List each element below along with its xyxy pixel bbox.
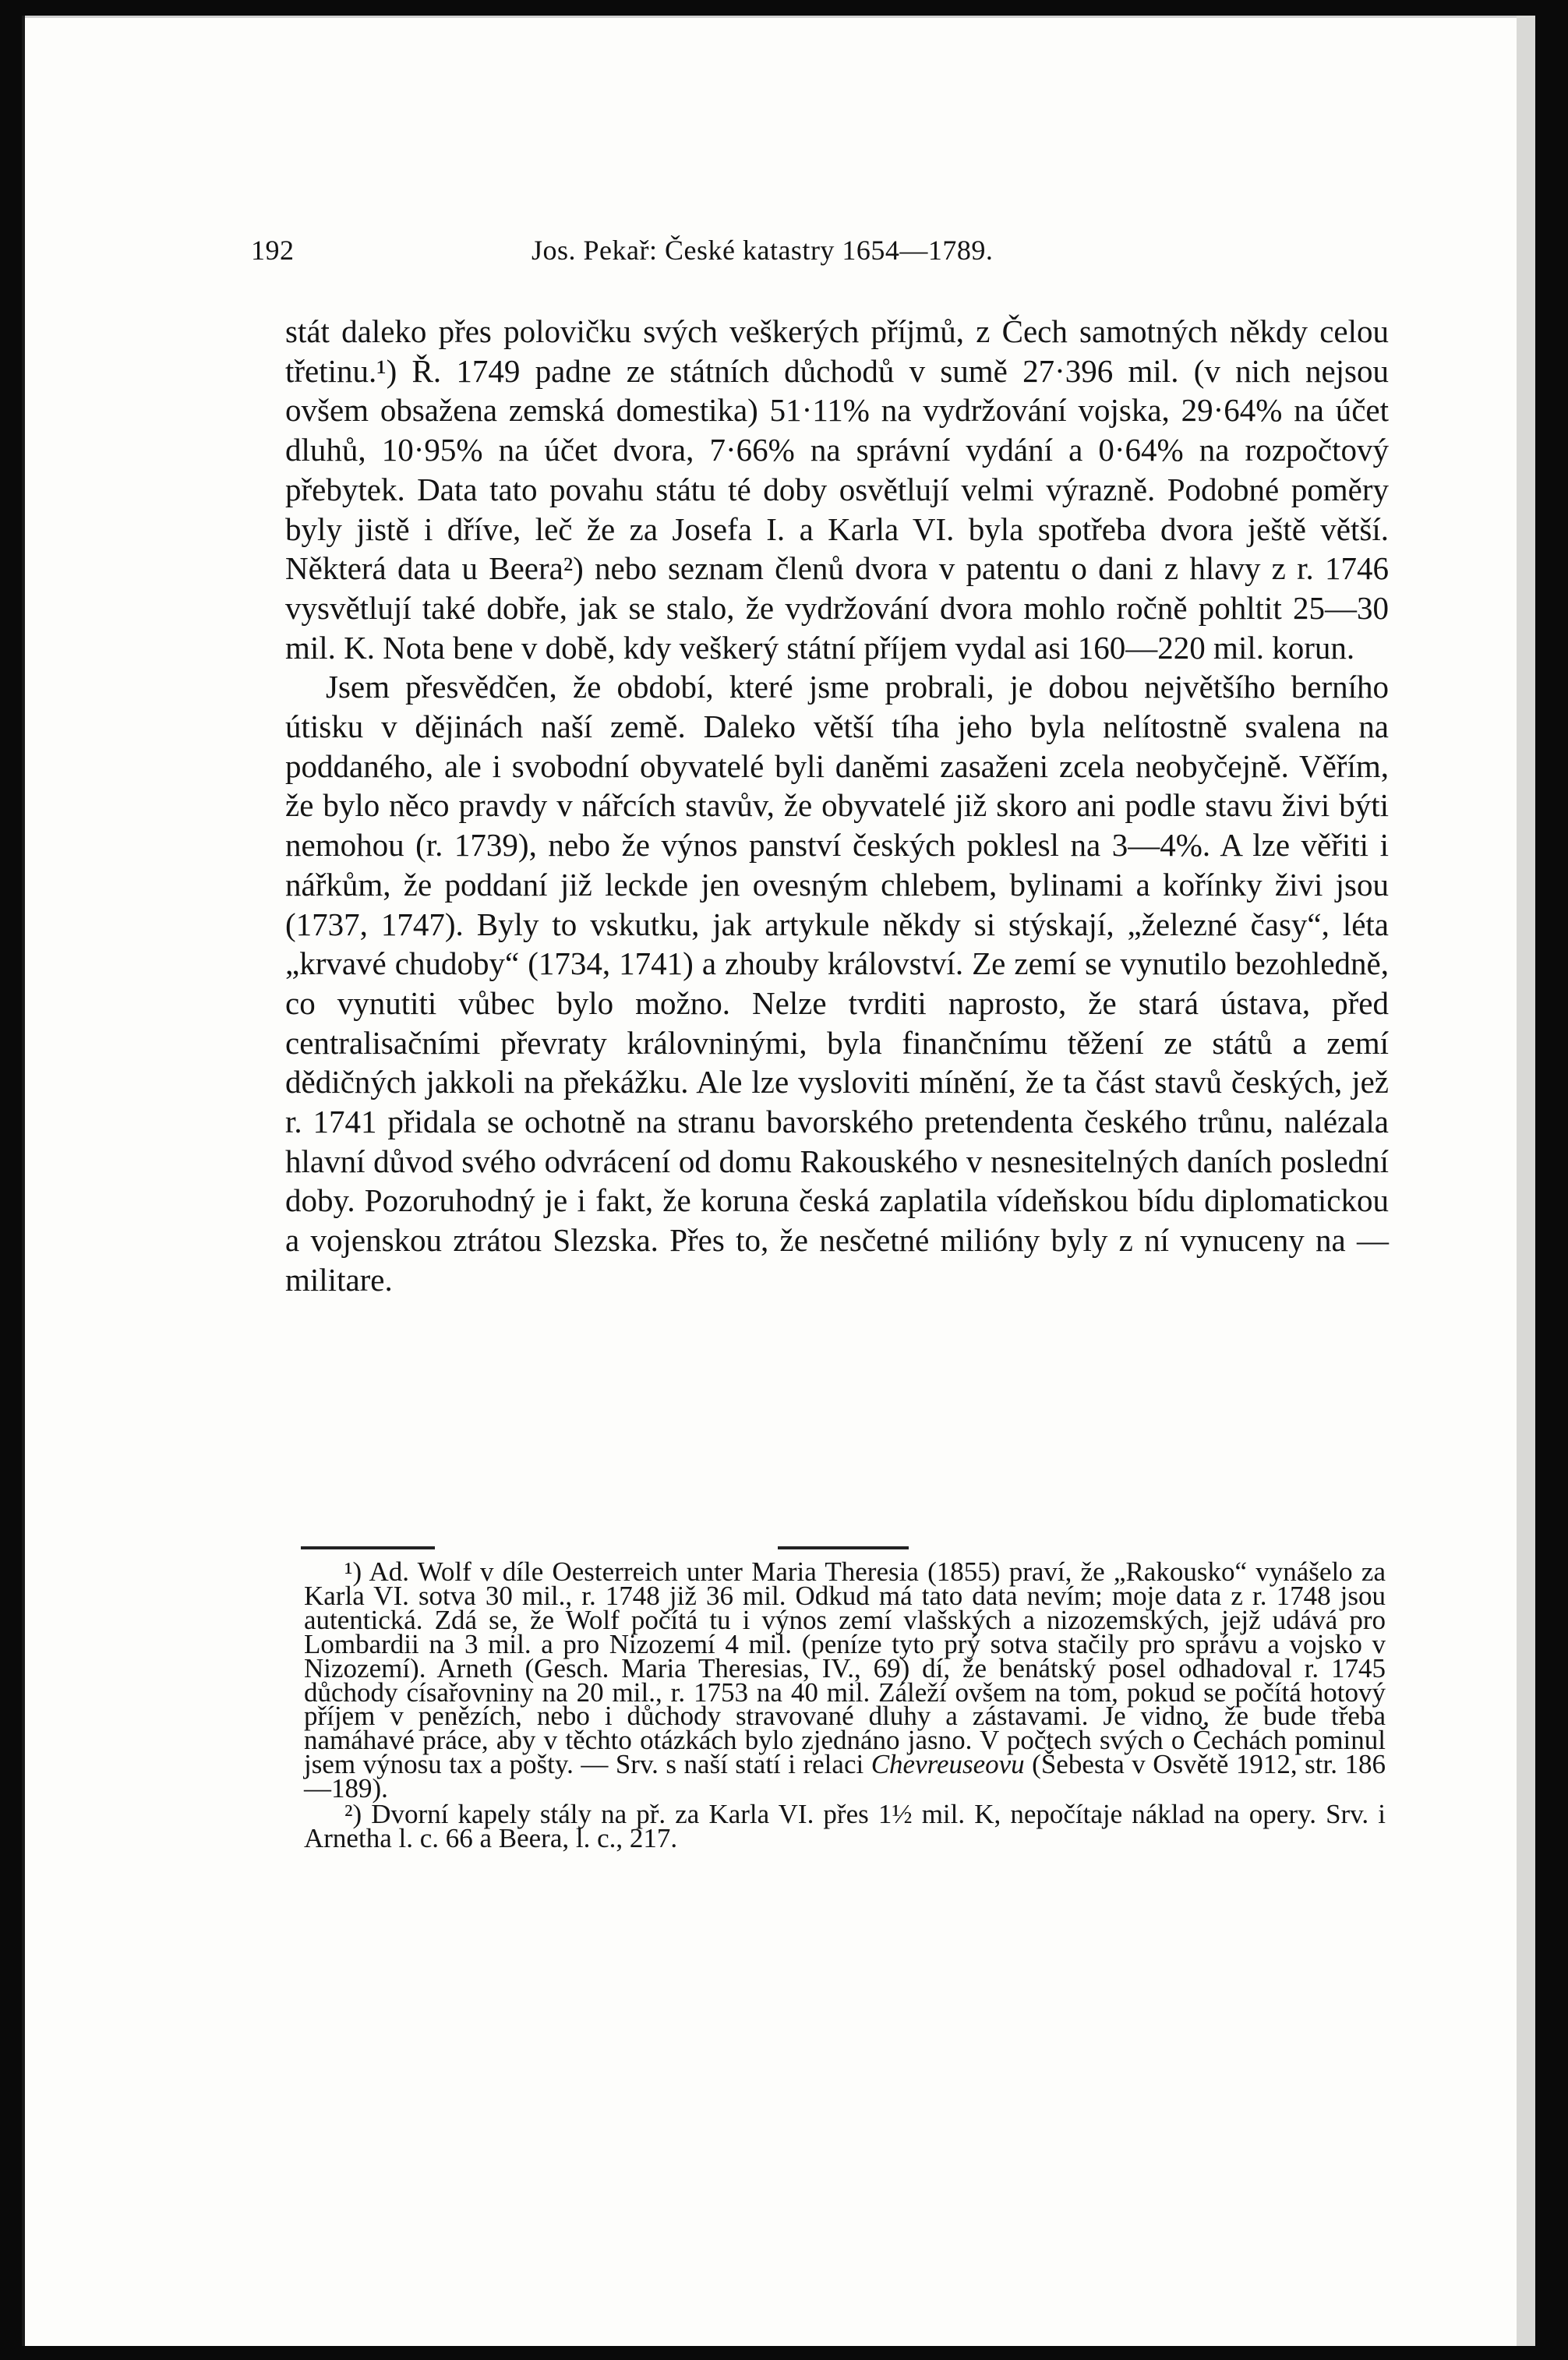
footnote-separator-right [778, 1546, 909, 1549]
page-number: 192 [251, 235, 295, 266]
footnote-1-italic: Chevreuseovu [871, 1749, 1025, 1780]
running-title: Jos. Pekař: České katastry 1654—1789. [531, 235, 994, 266]
paragraph-2: Jsem přesvědčen, že období, které jsme probrali, je dobou největšího berního útisku v dějinách naší země. Daleko větší tíha jeho byla nelítostně svalena na poddaného, ale i svobodní obyvatelé byli daněmi zasaženi zcela neobyčejně. Věřím, že bylo něco pravdy v nářcích stavův, že obyvatelé již skoro ani podle stavu živi býti nemohou (r. 1739), nebo že výnos panství českých poklesl na 3—4%. A lze věřiti i nářkům, že poddaní již leckde jen ovesným chlebem, bylinami a kořínky živi jsou (1737, 1747). Byly to vskutku, jak artykule někdy si stýskají, „železné časy“, léta „krvavé chudoby“ (1734, 1741) a zhouby království. Ze zemí se vynutilo bezohledně, co vynutiti vůbec bylo možno. Nelze tvrditi naprosto, že stará ústava, před centralisačními převraty královninými, byla finančnímu těžení ze států a zemí dědičných jakkoli na překážku. Ale lze vysloviti mínění, že ta část stavů českých, jež r. 1741 přidala se ochotně na stranu bavorského pretendenta českého trůnu, nalézala hlavní důvod svého odvrácení od domu Rakouského v nesnesitelných daních poslední doby. Pozoruhodný je i fakt, že koruna česká zaplatila vídeňskou bídu diplomatickou a vojenskou ztrátou Slezska. Přes to, že nesčetné milióny byly z ní vynuceny na — militare. [285, 669, 1389, 1298]
footnote-1 [304, 1556, 1386, 1804]
footnote-2 [304, 1799, 1386, 1853]
page-top-edge [22, 16, 1517, 18]
paragraph-1: stát daleko přes polovičku svých veškerých příjmů, z Čech samotných někdy celou třetinu.¹) Ř. 1749 padne ze státních důchodů v sumě 27·396 mil. (v nich nejsou ovšem obsažena zemská domestika) 51·11% na vydržování vojska, 29·64% na účet dluhů, 10·95% na účet dvora, 7·66% na správní vydání a 0·64% na rozpočtový přebytek. Data tato povahu státu té doby osvětlují velmi výrazně. Podobné poměry byly jistě i dříve, leč že za Josefa I. a Karla VI. byla spotřeba dvora ještě větší. Některá data u Beera²) nebo seznam členů dvora v patentu o dani z hlavy z r. 1746 vysvětlují také dobře, jak se stalo, že vydržování dvora mohlo ročně pohltit 25—30 mil. K. Nota bene v době, kdy veškerý státní příjem vydal asi 160—220 mil. korun. [285, 313, 1389, 666]
footnote-1-text-end: (Šebesta v Osvětě 1912, str. 186—189). [304, 1749, 1386, 1804]
page-right-edge [1517, 16, 1535, 2346]
page-left-edge [22, 16, 25, 2346]
footnote-1-mark: ¹) [344, 1556, 362, 1587]
main-text [285, 312, 1389, 1300]
page-header [251, 224, 1373, 271]
footnote-2-text: Dvorní kapely stály na př. za Karla VI. přes 1½ mil. K, nepočítaje náklad na opery. Srv. i Arnetha l. c. 66 a Beera, l. c., 217. [304, 1799, 1386, 1853]
footnote-separator-left [301, 1546, 435, 1549]
footnotes [304, 1556, 1386, 1853]
footnote-1-text: Ad. Wolf v díle Oesterreich unter Maria Theresia (1855) praví, že „Rakousko“ vynášelo za Karla VI. sotva 30 mil., r. 1748 již 36 mil. Odkud má tato data nevím; moje data z r. 1748 jsou autentická. Zdá se, že Wolf počítá tu i výnos zemí vlašských a nizozemských, jejž udává pro Lombardii na 3 mil. a pro Nizozemí 4 mil. (peníze tyto prý sotva stačily pro správu a vojsko v Nizozemí). Arneth (Gesch. Maria Theresias, IV., 69) dí, že benátský posel odhadoval r. 1745 důchody císařovniny na 20 mil., r. 1753 na 40 mil. Záleží ovšem na tom, pokud se počítá hotový příjem v penězích, nebo i důchody stravované dluhy a zástavami. Je vidno, že bude třeba namáhavé práce, aby v těchto otázkách bylo zjednáno jasno. V počtech svých o Čechách pominul jsem výnosu tax a pošty. — Srv. s naší statí i relaci [304, 1556, 1386, 1780]
footnote-2-mark: ²) [344, 1799, 362, 1830]
